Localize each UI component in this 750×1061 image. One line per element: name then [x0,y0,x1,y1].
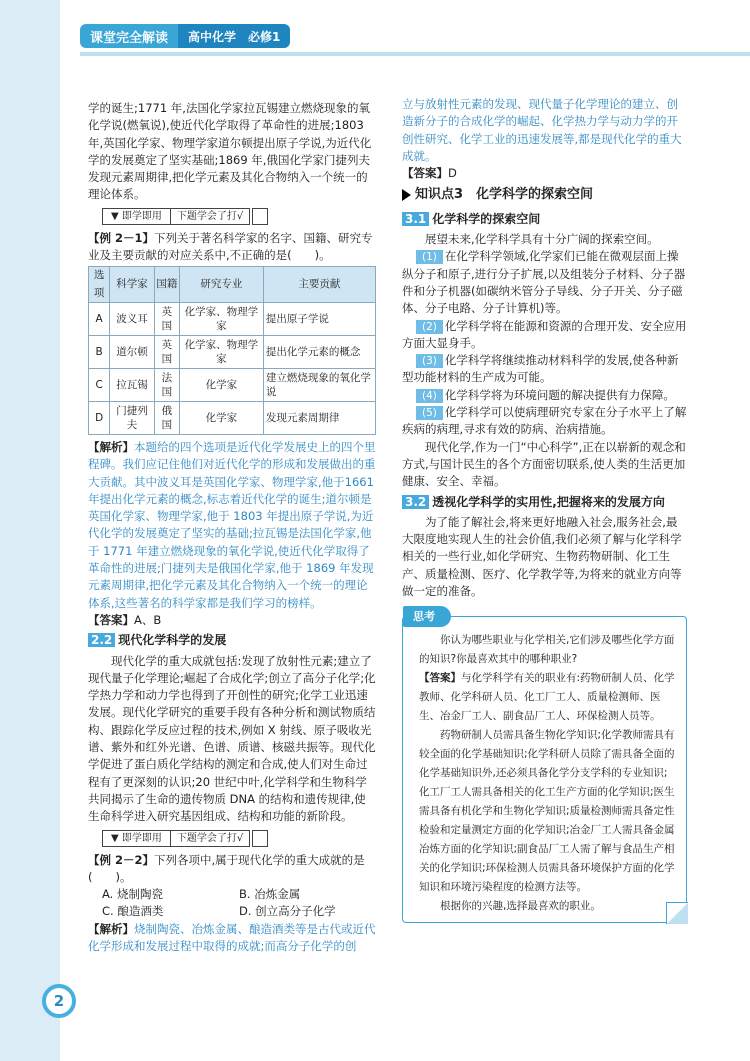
item-number-tag: (1) [416,250,443,264]
section-title: 现代化学科学的发展 [118,633,227,648]
think-answer-detail: 药物研制人员需具备生物化学知识;化学教师需具有较全面的化学基础知识;化学科研人员除了需具备全面的化学基础知识外,还必须具备化学分支学科的专业知识;化工厂工人需具备相关的化工生产方面的化学知识;医生需具备有机化学和生物化学知识;质量检测师需具备定性检验和定量测定方面的化学知识;冶金厂工人需具备金属冶炼方面的化学知识;副食品厂工人需了解与食品生产相关的化学知识;环保检测人员需具备环境保护方面的化学知识和环境污染程度的检测方法等。 [419,729,675,894]
section-title: 化学科学的探索空间 [432,211,541,226]
list-item [402,352,687,387]
answer-text: A、B [134,612,162,627]
analysis-continuation: 立与放射性元素的发现、现代量子化学理论的建立、创造新分子的合成化学的崛起、化学热力学与动力学的开创性研究、化学工业的迅速发展等,都是现代化学的重大成就。 [402,97,682,163]
section-3-2-heading [402,494,665,511]
right-column [402,96,687,923]
table-cell: 提出原子学说 [263,302,375,335]
col-header: 主要贡献 [263,267,375,303]
answer-2-1 [88,612,376,629]
item-text: 在化学科学领域,化学家们已能在微观层面上操纵分子和原子,进行分子扩展,以及组装分子材料、分子器件和分子机器(如碳纳米管分子导线、分子开关、分子磁体、分子电路、分子计算机)等。 [402,249,686,316]
list-item [402,404,687,439]
page-margin-band [0,0,60,1061]
table-cell: C [89,368,110,401]
left-column [88,100,376,955]
think-answer [419,669,676,726]
section-2-2-body: 现代化学的重大成就包括:发现了放射性元素;建立了现代量子化学理论;崛起了合成化学;创立了高分子化学;化学热力学和动力学也得到了开创性的研究;化学工业迅速发展。现代化学研究的重要手段有各种分析和测试物质结构、跟踪化学反应过程的技术,例如 X 射线、原子吸收光谱、紫外和红外光谱、色谱、质谱、核磁共振等。现代化学促进了蛋白质化学结构的测定和合成,使人们对生命过程有了更深刻的认识;20 世纪中叶,化学科学和生物科学共同揭示了生命的遗传物质 DNA 的结构和遗传规律,使生命科学进入研究基因组成、结构和功能的新阶段。 [88,653,376,824]
table-cell: 化学家、物理学家 [179,335,263,368]
answer-label: 【答案】 [402,166,448,181]
series-title: 课堂完全解读 [80,24,178,48]
subject-title: 高中化学 必修1 [178,24,290,48]
table-row [89,335,376,368]
table-cell: 化学家 [179,368,263,401]
option-c: C. 酿造酒类 [102,904,164,919]
analysis-2-2 [88,921,376,956]
table-cell: 道尔顿 [110,335,154,368]
list-item [402,318,687,353]
section-number: 2.2 [88,633,115,647]
table-cell: B [89,335,110,368]
list-item [402,248,687,317]
col-header: 研究专业 [179,267,263,303]
analysis-2-1 [88,439,376,612]
page-curl-decoration [666,902,688,924]
knowledge-point-title: 知识点3 化学科学的探索空间 [415,187,594,203]
section-2-2-heading [88,632,226,649]
table-cell: 波义耳 [110,302,154,335]
table-cell: 建立燃烧现象的氧化学说 [263,368,375,401]
list-item [402,387,687,404]
practice-checkbox[interactable] [252,830,268,847]
example-label: 【例 2－1】 [88,230,155,245]
table-row [89,302,376,335]
table-cell: 俄国 [154,401,179,434]
item-text: 化学科学将为环境问题的解决提供有力保障。 [444,387,675,402]
practice-bar [102,208,376,226]
example-2-2 [88,852,376,887]
analysis-label: 【解析】 [88,439,134,454]
col-header: 科学家 [110,267,154,303]
example-label: 【例 2－2】 [88,852,155,867]
answer-text: D [448,166,457,181]
section-title: 透视化学科学的实用性,把握将来的发展方向 [432,494,665,509]
section-3-1-heading [402,211,540,228]
practice-bar [102,830,376,848]
table-header-row [89,267,376,303]
practice-check-label: 下题学会了打√ [171,830,250,847]
item-number-tag: (5) [416,406,443,420]
table-cell: 发现元素周期律 [263,401,375,434]
page-header [80,24,290,48]
answer-text: 与化学科学有关的职业有:药物研制人员、化学教师、化学科研人员、化工厂工人、质量检测师、医生、冶金厂工人、副食品厂工人、环保检测人员等。 [419,672,675,723]
table-cell: 化学家、物理学家 [179,302,263,335]
scientist-table [88,266,376,435]
table-cell: A [89,302,110,335]
think-question: 你认为哪些职业与化学相关,它们涉及哪些化学方面的知识?你最喜欢其中的哪种职业? [419,634,675,666]
central-science-paragraph: 现代化学,作为一门“中心科学”,正在以崭新的观念和方式,与国计民生的各个方面密切联系,使人类的生活更加健康、安全、幸福。 [402,439,686,489]
section-number: 3.2 [402,495,429,509]
answer-label: 【答案】 [88,612,134,627]
example-question: 下列各项中,属于现代化学的重大成就的是( )。 [88,852,365,884]
practice-use-label: ▼ 即学即用 [102,830,171,847]
answer-label: 【答案】 [419,672,461,685]
analysis-text: 烧制陶瓷、冶炼金属、酿造酒类等是古代或近代化学形成和发展过程中取得的成就;而高分子化学的创 [88,921,376,953]
table-cell: 门捷列夫 [110,401,154,434]
triangle-marker-icon [402,189,411,201]
table-cell: 提出化学元素的概念 [263,335,375,368]
item-text: 化学科学将在能源和资源的合理开发、安全应用方面大显身手。 [402,318,687,350]
table-cell: 英国 [154,335,179,368]
item-number-tag: (3) [416,354,443,368]
item-text: 化学科学将继续推动材料科学的发展,使各种新型功能材料的生产成为可能。 [402,353,679,385]
item-number-tag: (4) [416,389,443,403]
col-header: 选项 [89,267,110,303]
section-number: 3.1 [402,212,429,226]
table-cell: 英国 [154,302,179,335]
practice-use-label: ▼ 即学即用 [102,208,171,225]
table-row [89,368,376,401]
table-row [89,401,376,434]
example-2-1 [88,230,376,265]
option-d: D. 创立高分子化学 [239,904,336,919]
practice-check-label: 下题学会了打√ [171,208,250,225]
table-cell: 拉瓦锡 [110,368,154,401]
think-label: 思考 [403,606,451,627]
header-rule [80,52,750,56]
think-box [402,610,687,923]
practice-checkbox[interactable] [252,208,268,225]
think-answer-closing: 根据你的兴趣,选择最喜欢的职业。 [440,900,601,913]
analysis-text: 本题给的四个选项是近代化学发展史上的四个里程碑。我们应记住他们对近代化学的形成和发展做出的重大贡献。其中波义耳是英国化学家、物理学家,他于1661 年提出化学元素的概念,标志着近代化学的诞生;道尔顿是英国化学家、物理学家,他于 1803 年提出原子学说,为近代化学的发展奠定了坚实的基础;拉瓦锡是法国化学家,他于 1771 年建立燃烧现象的氧化学说,使近代化学取得了革命性的进展;门捷列夫是俄国化学家,他于 1869 年发现元素周期律,把化学元素及其化合物纳入一个统一的理论体系,这些著名的科学家都是我们学习的榜样。 [88,439,376,610]
answer-2-2 [402,165,687,182]
analysis-label: 【解析】 [88,921,134,936]
option-b: B. 冶炼金属 [239,887,301,902]
page-number: 2 [42,984,76,1018]
example-question: 下列关于著名科学家的名字、国籍、研究专业及主要贡献的对应关系中,不正确的是( )。 [88,230,373,263]
section-3-2-body: 为了能了解社会,将来更好地融入社会,服务社会,最大限度地实现人生的社会价值,我们必须了解与化学科学相关的一些行业,如化学研究、生物药物研制、化工生产、质量检测、医疗、化学教学等,为将来的就业方向等做一定的准备。 [402,514,682,599]
table-cell: 法国 [154,368,179,401]
table-cell: 化学家 [179,401,263,434]
section-3-1-intro: 展望未来,化学科学具有十分广阔的探索空间。 [425,232,659,247]
intro-paragraph: 学的诞生;1771 年,法国化学家拉瓦锡建立燃烧现象的氧化学说(燃氧说),使近代化学取得了革命性的进展;1803 年,英国化学家、物理学家道尔顿提出原子学说,为近代化学的发展奠定了坚实基础;1869 年,俄国化学家门捷列夫发现元素周期律,把化学元素及其化合物纳入一个统一的理论体系。 [88,101,372,202]
col-header: 国籍 [154,267,179,303]
example-options [88,886,376,921]
option-a: A. 烧制陶瓷 [102,887,163,902]
knowledge-point-heading [402,186,687,203]
item-number-tag: (2) [416,320,443,334]
table-cell: D [89,401,110,434]
item-text: 化学科学可以使病理研究专家在分子水平上了解疾病的病理,寻求有效的防病、治病措施。 [402,405,687,437]
